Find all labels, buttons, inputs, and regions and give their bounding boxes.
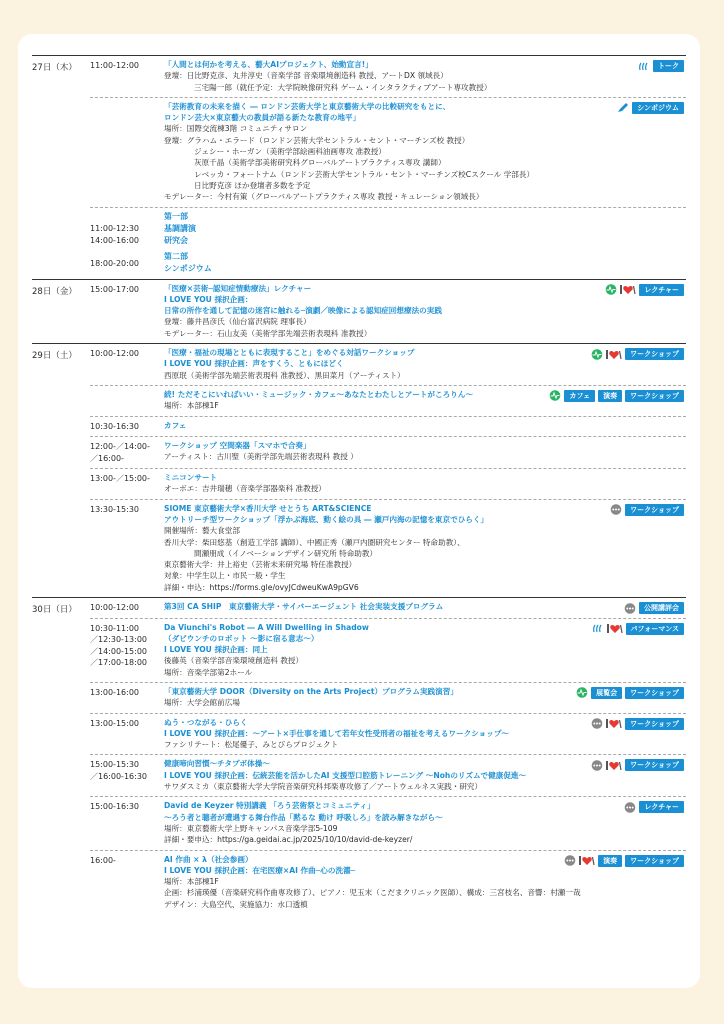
- schedule-row: [90, 598, 686, 618]
- time-text: 18:00-20:00: [90, 258, 139, 268]
- time-text: 14:00-16:00: [90, 235, 139, 245]
- time-text: 13:30-15:30: [90, 504, 139, 514]
- time-column: [90, 622, 164, 678]
- category-tag: 展覧会: [591, 687, 622, 699]
- time-text: 13:00-／15:00-: [90, 474, 150, 484]
- schedule-row: [90, 618, 686, 682]
- time-text: [90, 212, 164, 224]
- time-text: ／14:00-15:00: [90, 646, 147, 656]
- event-title: I LOVE YOU 採択企画：声をすくう、ともにほどく: [164, 359, 344, 369]
- event-detail: ジェシー・ホーガン（美術学部絵画科油画専攻 准教授）: [194, 147, 386, 157]
- event-title: I LOVE YOU 採択企画：伝統芸能を活かしたAI 支援型口腔筋トレーニング ～Nohのリズムで健康促進～: [164, 770, 527, 780]
- time-column: [90, 601, 164, 614]
- schedule-table: [32, 55, 686, 914]
- time-text: ／16:00-: [90, 453, 124, 463]
- category-tag: ワークショップ: [625, 855, 684, 867]
- event-detail: 場所：本部棟1F: [164, 877, 219, 887]
- day-rows: [90, 344, 686, 597]
- time-text: 10:00-12:00: [90, 349, 139, 359]
- event-tags: [638, 60, 684, 72]
- event-content: [164, 59, 686, 93]
- dots-icon: [610, 504, 622, 515]
- event-detail: オーボエ：吉井瑞穂（音楽学部器楽科 准教授）: [164, 484, 326, 494]
- time-text: 11:00-12:00: [90, 61, 139, 70]
- time-text: ／17:00-18:00: [90, 658, 147, 667]
- event-content: [164, 440, 686, 464]
- time-column: [90, 440, 164, 464]
- event-detail: 場所：音楽学部第2ホール: [164, 667, 253, 677]
- event-title: 「芸術教育の未来を描く ― ロンドン芸術大学と東京藝術大学の比較研究をもとに、: [164, 101, 451, 111]
- category-tag: トーク: [653, 60, 684, 72]
- time-column: [90, 717, 164, 751]
- time-text: 10:30-11:00: [90, 623, 139, 633]
- event-detail: 登壇：藤井昌彦氏（仙台富沢病院 理事長）: [164, 317, 311, 327]
- category-tag: カフェ: [564, 390, 595, 402]
- schedule-row: [90, 682, 686, 713]
- event-content: [164, 622, 686, 678]
- event-content: [164, 211, 686, 275]
- event-detail: 登壇：グラハム・エラード（ロンドン芸術大学セントラル・セント・マーチンズ校 教授）: [164, 135, 470, 145]
- time-column: [90, 758, 164, 792]
- day-label: 28日（金）: [32, 286, 77, 297]
- music-waves-icon: [592, 623, 604, 634]
- event-title: ぬう・つながる・ひらく: [164, 717, 248, 727]
- event-detail: 場所：東京藝術大学上野キャンパス音楽学部5-109: [164, 823, 338, 833]
- category-tag: 演奏: [598, 855, 622, 867]
- event-tags: [610, 504, 684, 516]
- schedule-row: [90, 56, 686, 97]
- event-title: （ダビウンチのロボット ～影に宿る意志～）: [164, 633, 319, 643]
- event-title: Da Viunchi's Robot ― A Will Dwelling in Shadow: [164, 622, 369, 632]
- event-title: 「医療×芸術─認知症情動療法」レクチャー: [164, 283, 312, 293]
- time-column: [90, 389, 164, 412]
- event-content: [164, 389, 686, 412]
- event-tags: [549, 390, 684, 402]
- event-detail: 対象：中学生以上・市民一般・学生: [164, 571, 286, 581]
- event-title: I LOVE YOU 採択企画：在宅医療×AI 作曲─心の洗濯─: [164, 865, 356, 875]
- dots-icon: [591, 760, 603, 771]
- day-block: [32, 343, 686, 597]
- dots-icon: [624, 603, 636, 614]
- event-tags: [591, 759, 684, 771]
- time-text: 10:30-16:30: [90, 421, 139, 431]
- heart-icon: [579, 855, 595, 866]
- event-tags: [591, 718, 684, 730]
- time-column: [90, 59, 164, 93]
- schedule-row: [90, 385, 686, 416]
- time-text: 16:00-: [90, 855, 116, 865]
- schedule-row: [90, 499, 686, 597]
- day-rows: [90, 56, 686, 279]
- time-text: 15:00-17:00: [90, 284, 139, 294]
- event-detail: ファシリテート：松尾優子、みとびらプロジェクト: [164, 740, 339, 750]
- event-detail: 香川大学：柴田悠基（創造工学部 講師）、中國正秀（瀬戸内圏研究センター 特命助教）、: [164, 537, 465, 547]
- event-title: 「医療・福祉の現場とともに表現すること」をめぐる対話ワークショップ: [164, 348, 415, 358]
- event-title: I LOVE YOU 採択企画：～アート×手仕事を通して若年女性受刑者の福祉を考えるワークショップ～: [164, 728, 510, 738]
- event-content: [164, 854, 686, 910]
- day-block: [32, 279, 686, 343]
- event-detail: 場所：国際交流棟3階 コミュニティサロン: [164, 124, 308, 134]
- schedule-row: [90, 416, 686, 437]
- event-detail: 場所：本部棟1F: [164, 401, 219, 411]
- category-tag: 演奏: [598, 390, 622, 402]
- time-text: 11:00-12:30: [90, 224, 139, 234]
- pen-icon: [617, 102, 629, 113]
- time-column: [90, 101, 164, 203]
- event-title: 「人間とは何かを考える、藝大AIプロジェクト、始動宣言!」: [164, 60, 373, 69]
- event-detail: 場所：大学会館前広場: [164, 698, 240, 708]
- day-rows: [90, 598, 686, 914]
- day-label: 29日（土）: [32, 351, 77, 362]
- pulse-icon: [605, 284, 617, 295]
- program-part: 第一部: [164, 211, 188, 221]
- pulse-icon: [549, 390, 561, 401]
- event-title: ワークショップ 空間楽器「スマホで合奏」: [164, 441, 311, 451]
- event-tags: [591, 348, 684, 360]
- event-content: [164, 800, 686, 845]
- time-column: [90, 347, 164, 381]
- event-detail: 開催場所：藝大食堂部: [164, 526, 240, 536]
- event-detail: 後藤英（音楽学部音楽環境創造科 教授）: [164, 656, 304, 666]
- day-label: 30日（日）: [32, 605, 77, 615]
- event-tags: [564, 855, 684, 867]
- event-title: ミニコンサート: [164, 473, 218, 483]
- event-content: [164, 420, 686, 433]
- event-detail: デザイン：大島空代、実施協力：水口透槙: [164, 899, 308, 909]
- category-tag: ワークショップ: [625, 687, 684, 699]
- dots-icon: [624, 802, 636, 813]
- time-text: 13:00-16:00: [90, 687, 139, 697]
- event-detail: レベッカ・フォートナム（ロンドン芸術大学セントラル・セント・マーチンズ校Cスクール 学部長）: [194, 169, 535, 179]
- schedule-row: [90, 436, 686, 468]
- music-waves-icon: [638, 61, 650, 72]
- time-text: 15:00-15:30: [90, 760, 139, 770]
- schedule-row: [90, 713, 686, 755]
- heart-icon: [606, 760, 622, 771]
- event-tags: [624, 602, 684, 614]
- pulse-icon: [591, 349, 603, 360]
- event-detail: モデレーター：石山友美（美術学部先端芸術表現科 准教授）: [164, 328, 372, 338]
- dots-icon: [591, 718, 603, 729]
- time-column: [90, 420, 164, 433]
- time-text: ／16:00-16:30: [90, 771, 147, 781]
- event-title: I LOVE YOU 採択企画：: [164, 294, 253, 304]
- program-part: 研究会: [164, 235, 188, 245]
- event-detail: サワダスミカ（東京藝術大学大学院音楽研究科邦楽専攻修了／アートウェルネス実践・研究）: [164, 782, 483, 792]
- event-content: [164, 101, 686, 203]
- program-part: 基調講演: [164, 223, 196, 233]
- event-content: [164, 283, 686, 339]
- event-tags: [624, 801, 684, 813]
- event-title: アウトリーチ型ワークショップ「浮かぶ海底、動く絵の具 ― 瀬戸内海の記憶を東京でひらく」: [164, 514, 489, 524]
- event-detail: 間瀬朋成（イノベーションデザイン研究所 特命助教）: [194, 548, 378, 558]
- event-tags: [576, 687, 684, 699]
- category-tag: パフォーマンス: [626, 623, 684, 635]
- category-tag: ワークショップ: [625, 348, 684, 360]
- event-content: [164, 717, 686, 751]
- event-title: AI 作曲 × λ（社会参画）: [164, 854, 253, 864]
- category-tag: レクチャー: [639, 801, 684, 813]
- event-tags: [605, 284, 684, 296]
- schedule-row: [90, 97, 686, 207]
- event-detail: アーティスト：古川聖（美術学部先端芸術表現科 教授 ）: [164, 452, 358, 462]
- event-title: 続! ただそこにいればいい・ミュージック・カフェ～あなたとわたしとアートがころりん～: [164, 389, 473, 399]
- time-column: [90, 503, 164, 593]
- event-detail: 詳細・要申込：https://ga.geidai.ac.jp/2025/10/10/david-de-keyzer/: [164, 835, 413, 845]
- event-content: [164, 601, 686, 614]
- day-block: [32, 55, 686, 279]
- time-text: [90, 246, 164, 258]
- schedule-row: [90, 754, 686, 796]
- time-column: [90, 211, 164, 275]
- day-label: 27日（木）: [32, 63, 77, 73]
- schedule-row: [90, 796, 686, 849]
- time-column: [90, 472, 164, 495]
- time-column: [90, 283, 164, 339]
- event-title: SIOME 東京藝術大学×香川大学 せとうち ART&SCIENCE: [164, 503, 372, 513]
- event-title: カフェ: [164, 420, 187, 430]
- event-detail: 詳細・申込：https://forms.gle/ovyJCdweuKwA9pGV6: [164, 582, 359, 592]
- event-title: 日常の所作を通して記憶の迷宮に触れる─演劇／映像による認知症回想療法の実践: [164, 306, 442, 316]
- event-detail: 日比野克彦 ほか登壇者多数を予定: [194, 180, 311, 190]
- category-tag: ワークショップ: [625, 390, 684, 402]
- event-content: [164, 686, 686, 709]
- heart-icon: [620, 284, 636, 295]
- time-column: [90, 800, 164, 845]
- event-detail: モデレーター：今村有策（グローバルアートプラクティス専攻 教授・キュレーション領域長）: [164, 192, 484, 202]
- category-tag: シンポジウム: [632, 102, 684, 114]
- event-content: [164, 503, 686, 593]
- schedule-row: [90, 344, 686, 385]
- event-content: [164, 758, 686, 792]
- schedule-row: [90, 468, 686, 499]
- event-title: 健康啼向習慣～チタプボ体操～: [164, 759, 270, 769]
- category-tag: ワークショップ: [625, 504, 684, 516]
- time-column: [90, 854, 164, 910]
- dots-icon: [564, 855, 576, 866]
- category-tag: ワークショップ: [625, 718, 684, 730]
- program-part: シンポジウム: [164, 263, 212, 273]
- time-text: 10:00-12:00: [90, 603, 139, 612]
- event-detail: 登壇：日比野克彦、丸井淳史（音楽学部 音楽環境創造科 教授、アートDX 領域長）: [164, 71, 448, 81]
- event-title: 「東京藝術大学 DOOR（Diversity on the Arts Project）プログラム実践演習」: [164, 686, 458, 696]
- time-text: ／12:30-13:00: [90, 635, 147, 644]
- schedule-row: [90, 280, 686, 343]
- schedule-row: [90, 207, 686, 279]
- event-title: ～ろう者と聴者が遭遇する舞台作品「黙るな 動け 呼吸しろ」を読み解きながら～: [164, 812, 443, 822]
- category-tag: 公開講評会: [639, 602, 684, 614]
- event-content: [164, 472, 686, 495]
- event-detail: 企画：杉浦瑛優（音楽研究科作曲専攻修了）、ピアノ：児玉末（こだまクリニック医師）、構成：三宮枝名、音響：村瀬一哉: [164, 888, 581, 898]
- event-detail: 東京藝術大学：井上裕史（芸術未来研究場 特任准教授）: [164, 560, 357, 570]
- time-text: 15:00-16:30: [90, 802, 139, 812]
- heart-icon: [606, 718, 622, 729]
- category-tag: レクチャー: [639, 284, 684, 296]
- heart-icon: [606, 349, 622, 360]
- event-detail: 三宅陽一郎（就任予定：大学院映像研究科 ゲーム・インタラクティブアート専攻教授）: [194, 82, 492, 92]
- event-title: 第3回 CA SHIP 東京藝術大学・サイバーエージェント 社会実装支援プログラム: [164, 602, 444, 611]
- category-tag: ワークショップ: [625, 759, 684, 771]
- event-tags: [592, 623, 684, 635]
- event-detail: 西原珉（美術学部先端芸術表現科 准教授）、黒田菜月（アーティスト）: [164, 370, 405, 380]
- program-part: 第二部: [164, 251, 188, 261]
- time-column: [90, 686, 164, 709]
- event-title: David de Keyzer 特別講義 「ろう芸術祭とコミュニティ」: [164, 801, 375, 811]
- day-block: [32, 597, 686, 914]
- day-rows: [90, 280, 686, 343]
- event-detail: 灰原千晶（美術学部美術研究科グローバルアートプラクティス専攻 講師）: [194, 158, 446, 168]
- event-title: ロンドン芸大×東京藝大の教員が語る新たな教育の地平」: [164, 113, 361, 123]
- pulse-icon: [576, 687, 588, 698]
- schedule-row: [90, 850, 686, 914]
- event-title: I LOVE YOU 採択企画：同上: [164, 645, 268, 655]
- event-content: [164, 347, 686, 381]
- heart-icon: [607, 623, 623, 634]
- time-text: 12:00-／14:00-: [90, 442, 150, 452]
- event-tags: [617, 102, 684, 114]
- time-text: 13:00-15:00: [90, 718, 139, 728]
